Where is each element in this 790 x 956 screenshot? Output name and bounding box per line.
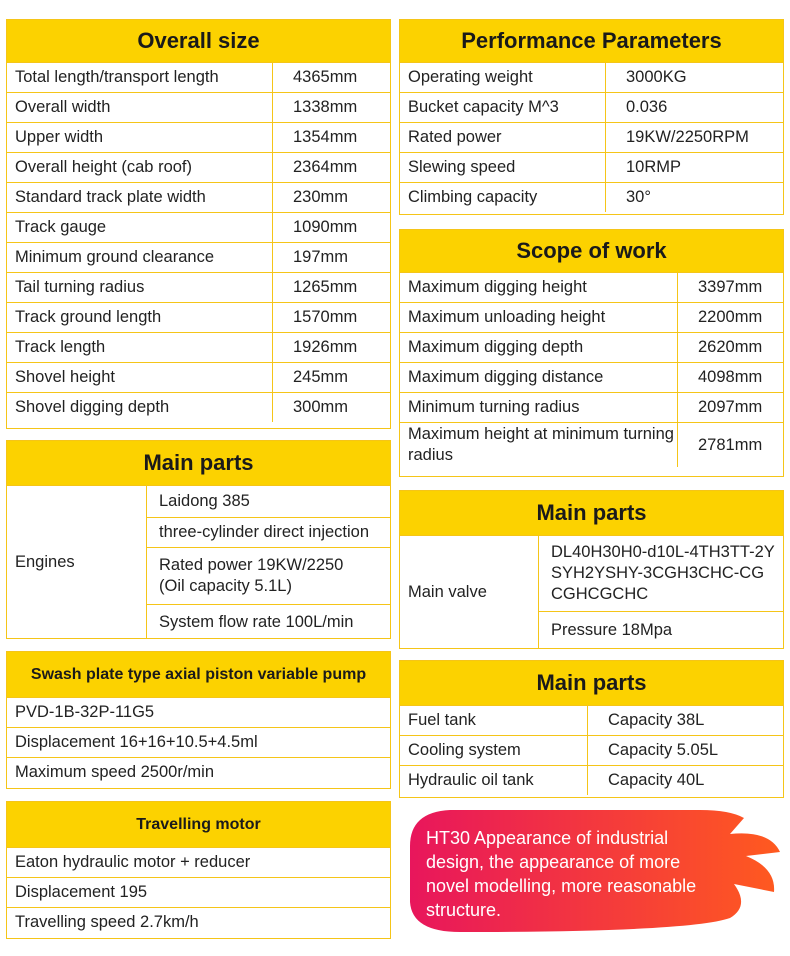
tanks-rows: [400, 705, 783, 795]
main-parts-tanks-title: Main parts: [400, 661, 783, 705]
performance-row: [400, 152, 783, 182]
scope-label: Maximum digging height: [408, 278, 587, 296]
overall-size-rows: [7, 62, 390, 422]
scope-value: 3397mm: [677, 273, 783, 302]
main-parts-engine-table: [6, 440, 391, 639]
valve-items: [539, 536, 783, 649]
scope-label: Minimum turning radius: [408, 398, 580, 416]
overall-size-label: Standard track plate width: [15, 188, 206, 206]
scope-label: Maximum unloading height: [408, 308, 606, 326]
overall-size-value: 1338mm: [272, 93, 390, 122]
scope-row: [400, 332, 783, 362]
performance-value: 3000KG: [605, 63, 783, 92]
scope-row: [400, 272, 783, 302]
overall-size-label: Minimum ground clearance: [15, 248, 215, 266]
engine-items: [147, 486, 390, 639]
scope-rows: [400, 272, 783, 467]
pump-title: Swash plate type axial piston variable pump: [7, 652, 390, 697]
scope-label: Maximum height at minimum turning radius: [408, 425, 674, 464]
performance-label: Climbing capacity: [408, 188, 538, 206]
overall-size-label: Track gauge: [15, 218, 107, 236]
overall-size-row: [7, 122, 390, 152]
scope-table: [399, 229, 784, 477]
scope-row: [400, 302, 783, 332]
overall-size-label: Tail turning radius: [15, 278, 145, 296]
performance-label: Slewing speed: [408, 158, 516, 176]
tanks-row: [400, 735, 783, 765]
overall-size-value: 245mm: [272, 363, 390, 392]
overall-size-row: [7, 242, 390, 272]
overall-size-value: 300mm: [272, 393, 390, 422]
overall-size-value: 1090mm: [272, 213, 390, 242]
tanks-row: [400, 705, 783, 735]
tanks-value: Capacity 38L: [587, 706, 783, 735]
overall-size-value: 1926mm: [272, 333, 390, 362]
scope-label: Maximum digging depth: [408, 338, 584, 356]
scope-row: [400, 362, 783, 392]
performance-row: [400, 92, 783, 122]
valve-group: [400, 535, 783, 649]
overall-size-row: [7, 302, 390, 332]
tanks-row: [400, 765, 783, 795]
engine-item: Rated power 19KW/2250 (Oil capacity 5.1L): [147, 547, 390, 604]
performance-row: [400, 182, 783, 212]
engine-item: System flow rate 100L/min: [147, 604, 390, 639]
performance-value: 0.036: [605, 93, 783, 122]
engine-item: Laidong 385: [159, 492, 250, 510]
main-parts-valve-table: [399, 490, 784, 649]
valve-label: Main valve: [400, 536, 539, 649]
tanks-label: Cooling system: [408, 741, 521, 759]
motor-table: [6, 801, 391, 939]
pump-row: PVD-1B-32P-11G5: [7, 697, 390, 727]
overall-size-label: Track length: [15, 338, 106, 356]
overall-size-row: [7, 182, 390, 212]
tanks-value: Capacity 5.05L: [587, 736, 783, 765]
scope-value: 2097mm: [677, 393, 783, 422]
performance-rows: [400, 62, 783, 212]
motor-row: Eaton hydraulic motor + reducer: [7, 847, 390, 877]
overall-size-row: [7, 332, 390, 362]
overall-size-row: [7, 212, 390, 242]
motor-row: Travelling speed 2.7km/h: [7, 907, 390, 937]
pump-row: Displacement 16+16+10.5+4.5ml: [7, 727, 390, 757]
pump-row: Maximum speed 2500r/min: [7, 757, 390, 787]
overall-size-title: Overall size: [7, 20, 390, 62]
overall-size-value: 4365mm: [272, 63, 390, 92]
scope-value: 2620mm: [677, 333, 783, 362]
overall-size-row: [7, 392, 390, 422]
tanks-value: Capacity 40L: [587, 766, 783, 795]
pump-rows: [7, 697, 390, 787]
valve-item: DL40H30H0-d10L-4TH3TT-2YSYH2YSHY-3CGH3CHC-CGCGHCGCHC: [551, 543, 775, 603]
overall-size-value: 1265mm: [272, 273, 390, 302]
overall-size-value: 2364mm: [272, 153, 390, 182]
overall-size-row: [7, 62, 390, 92]
overall-size-label: Upper width: [15, 128, 104, 146]
banner-text: HT30 Appearance of industrial design, the appearance of more novel modelling, more reasonable structure.: [426, 828, 697, 920]
overall-size-value: 230mm: [272, 183, 390, 212]
overall-size-table: [6, 19, 391, 429]
overall-size-value: 1570mm: [272, 303, 390, 332]
overall-size-label: Total length/transport length: [15, 68, 219, 86]
performance-label: Operating weight: [408, 68, 533, 86]
overall-size-row: [7, 272, 390, 302]
main-parts-valve-title: Main parts: [400, 491, 783, 535]
engine-item: three-cylinder direct injection: [147, 517, 390, 547]
scope-title: Scope of work: [400, 230, 783, 272]
performance-value: 30°: [605, 183, 783, 212]
overall-size-row: [7, 362, 390, 392]
overall-size-label: Track ground length: [15, 308, 162, 326]
tanks-label: Hydraulic oil tank: [408, 771, 534, 789]
performance-title: Performance Parameters: [400, 20, 783, 62]
motor-rows: [7, 847, 390, 937]
scope-value: 2781mm: [677, 423, 783, 467]
performance-row: [400, 62, 783, 92]
engine-group: [7, 485, 390, 639]
main-parts-tanks-table: [399, 660, 784, 798]
overall-size-row: [7, 152, 390, 182]
valve-item: Pressure 18Mpa: [539, 611, 783, 648]
overall-size-label: Overall height (cab roof): [15, 158, 192, 176]
performance-table: [399, 19, 784, 215]
scope-value: 4098mm: [677, 363, 783, 392]
overall-size-value: 197mm: [272, 243, 390, 272]
performance-value: 19KW/2250RPM: [605, 123, 783, 152]
overall-size-label: Shovel digging depth: [15, 398, 170, 416]
tanks-label: Fuel tank: [408, 711, 476, 729]
promo-banner: [400, 806, 786, 936]
performance-value: 10RMP: [605, 153, 783, 182]
scope-row: [400, 392, 783, 422]
scope-row: [400, 422, 783, 467]
main-parts-engine-title: Main parts: [7, 441, 390, 485]
engine-label: Engines: [7, 486, 147, 639]
overall-size-label: Overall width: [15, 98, 111, 116]
performance-label: Rated power: [408, 128, 502, 146]
overall-size-label: Shovel height: [15, 368, 115, 386]
performance-row: [400, 122, 783, 152]
performance-label: Bucket capacity M^3: [408, 98, 559, 116]
pump-table: [6, 651, 391, 789]
overall-size-row: [7, 92, 390, 122]
scope-value: 2200mm: [677, 303, 783, 332]
overall-size-value: 1354mm: [272, 123, 390, 152]
motor-title: Travelling motor: [7, 802, 390, 847]
motor-row: Displacement 195: [7, 877, 390, 907]
scope-label: Maximum digging distance: [408, 368, 604, 386]
